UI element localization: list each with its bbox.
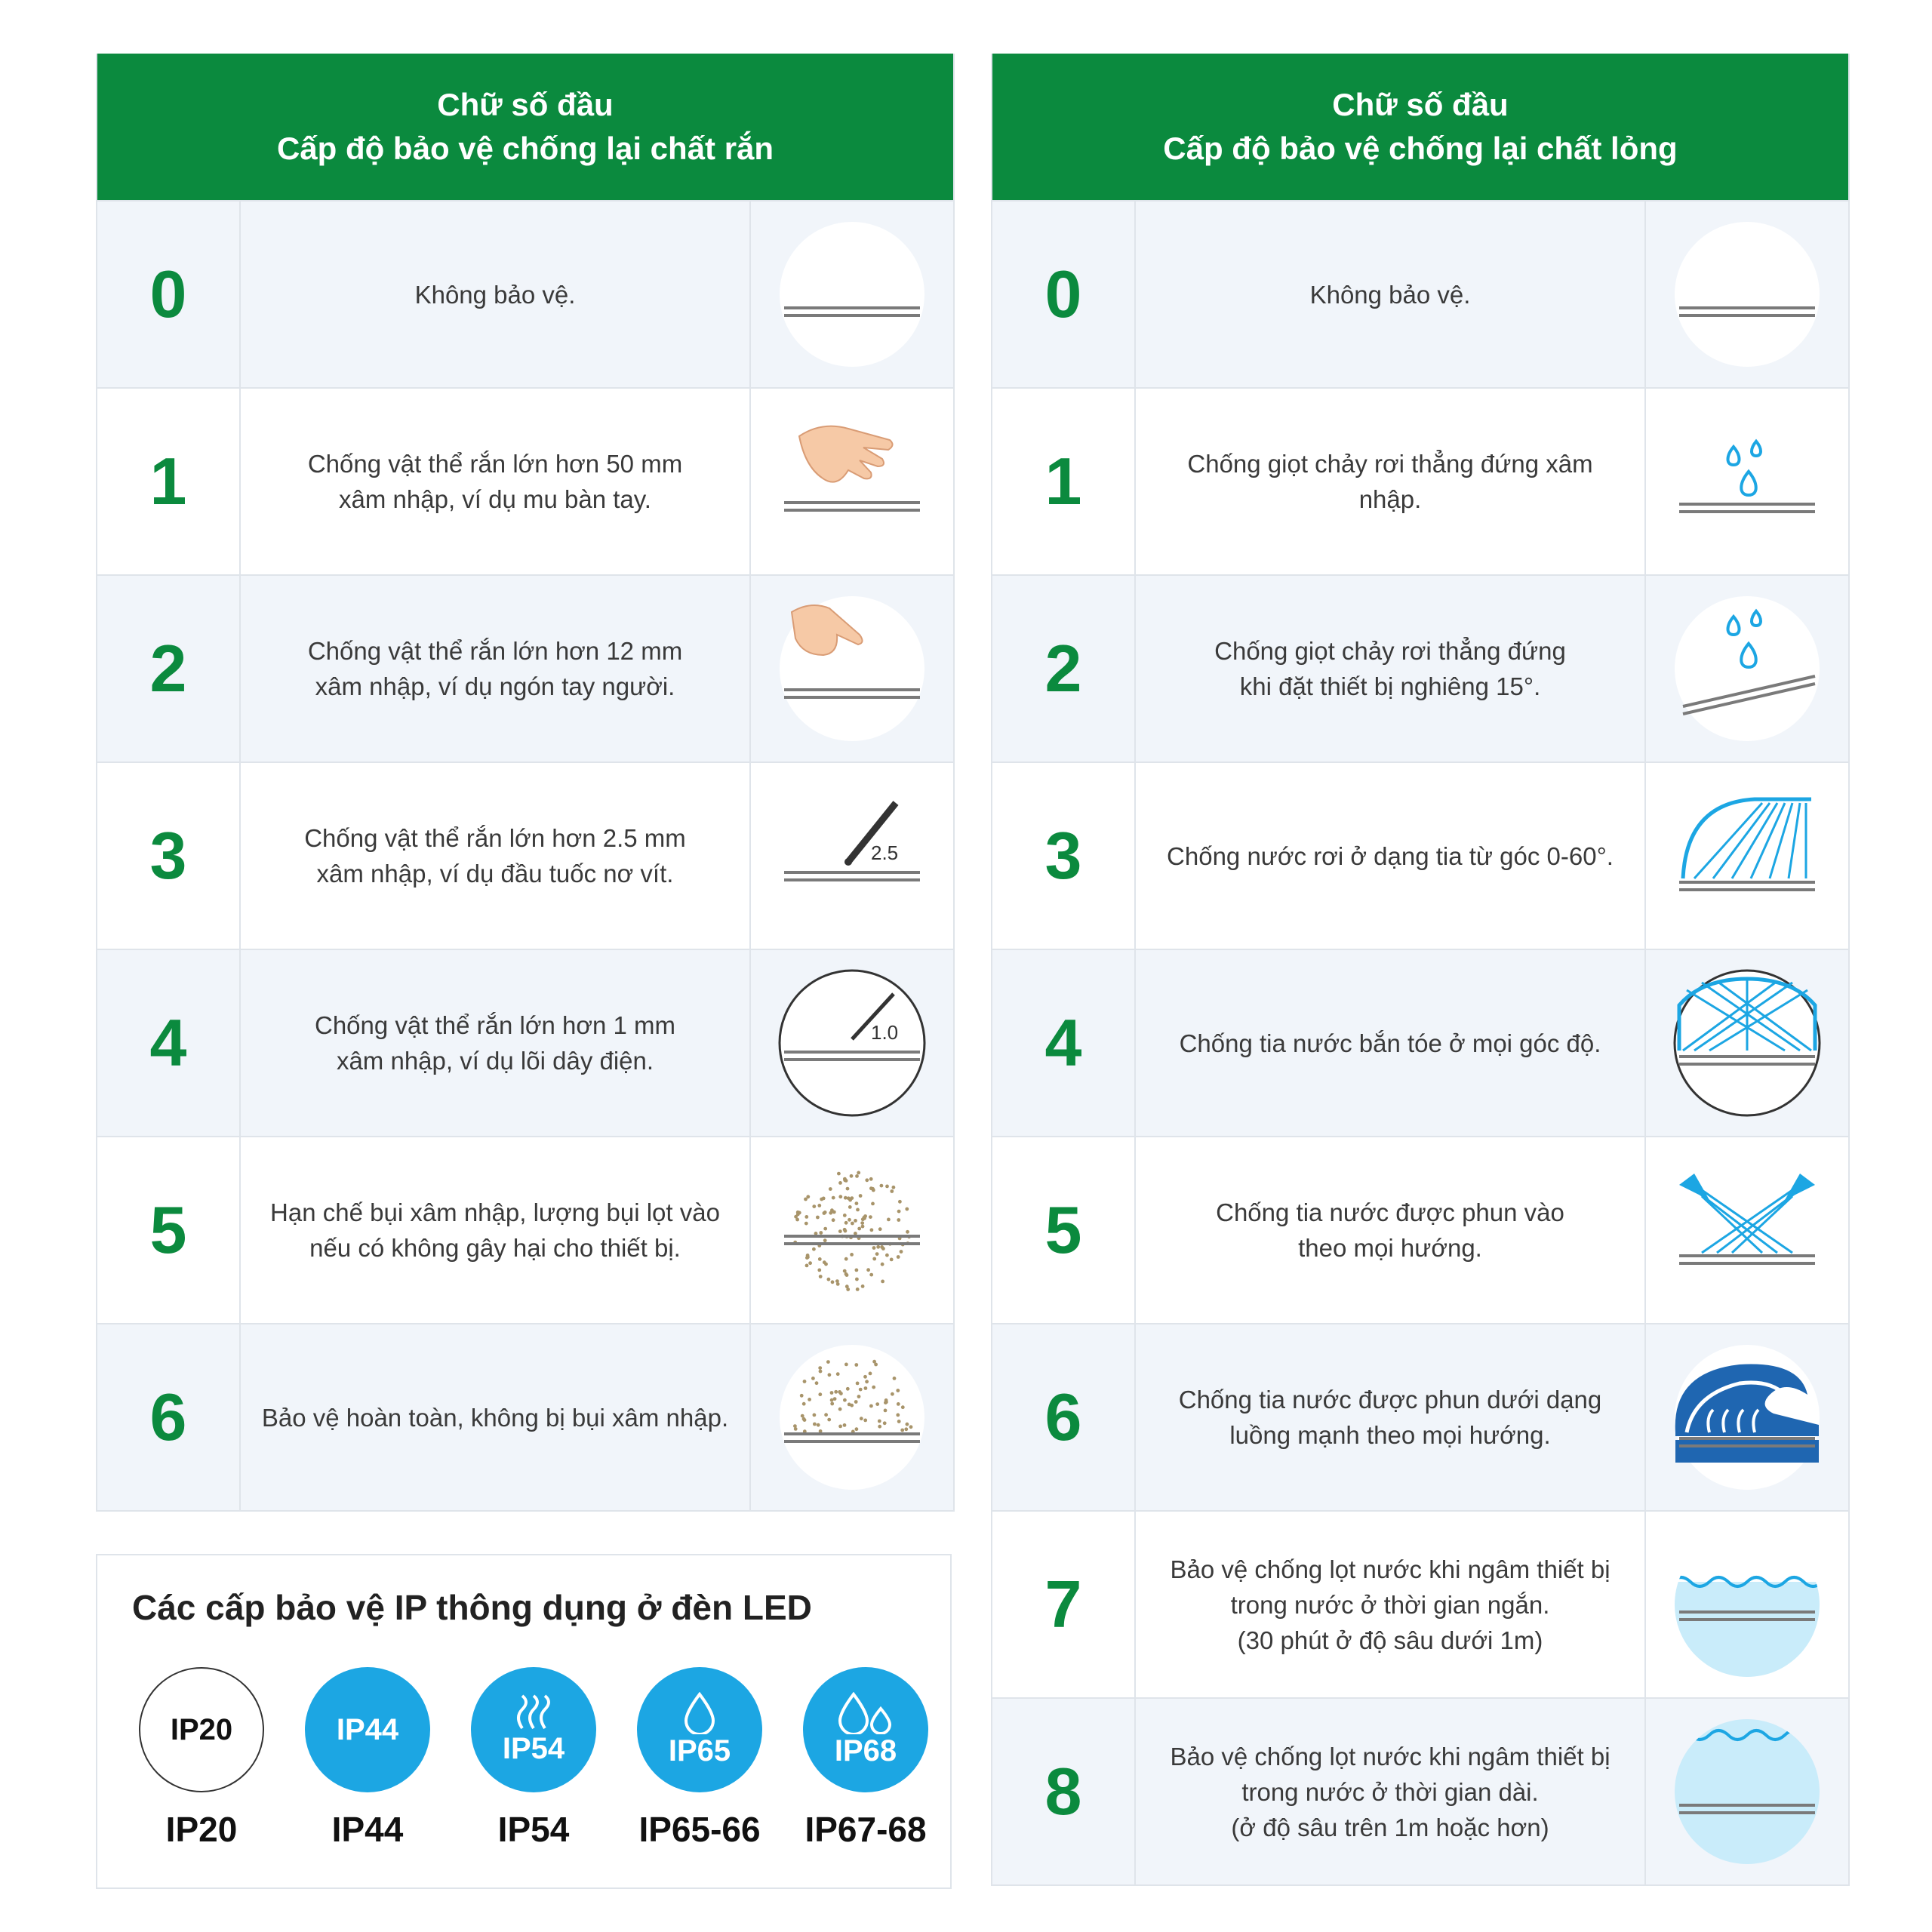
liquid-level-description: Chống giọt chảy rơi thẳng đứng xâm nhập.	[1136, 389, 1646, 574]
double-drop-icon	[837, 1692, 894, 1734]
liquid-level-description: Bảo vệ chống lọt nước khi ngâm thiết bị trong nước ở thời gian dài. (ở độ sâu trên 1m hoặc hơn)	[1136, 1699, 1646, 1884]
liquid-header-line1: Chữ số đầu	[1332, 87, 1509, 122]
liquid-table-header	[992, 54, 1848, 200]
solid-row	[97, 387, 953, 574]
ip-badge-inner-label: IP44	[336, 1712, 399, 1746]
solid-level-description: Chống vật thể rắn lớn hơn 12 mm xâm nhập, ví dụ ngón tay người.	[241, 576, 751, 761]
wave-icon	[1646, 1324, 1848, 1510]
liquid-level-description: Chống nước rơi ở dạng tia từ góc 0-60°.	[1136, 763, 1646, 949]
liquid-level-number: 7	[992, 1512, 1136, 1697]
liquid-level-number: 1	[992, 389, 1136, 574]
liquid-level-description: Chống tia nước được phun dưới dạng luồng mạnh theo mọi hướng.	[1136, 1324, 1646, 1510]
liquid-level-description: Không bảo vệ.	[1136, 202, 1646, 387]
ip-badge	[451, 1667, 617, 1850]
ip-badge-circle	[471, 1667, 596, 1792]
liquid-level-number: 4	[992, 950, 1136, 1136]
liquid-row	[992, 574, 1848, 761]
ip-badge-inner-label: IP54	[502, 1731, 565, 1765]
ip-badge	[783, 1667, 949, 1850]
dust-partial-icon	[751, 1137, 953, 1323]
drops-tilted-icon	[1646, 576, 1848, 761]
liquid-header-line2: Cấp độ bảo vệ chống lại chất lỏng	[1163, 131, 1678, 166]
liquid-level-description: Chống tia nước bắn tóe ở mọi góc độ.	[1136, 950, 1646, 1136]
solid-level-number: 6	[97, 1324, 241, 1510]
solid-level-number: 1	[97, 389, 241, 574]
solid-level-number: 2	[97, 576, 241, 761]
immersion-long-icon	[1646, 1699, 1848, 1884]
solid-level-number: 0	[97, 202, 241, 387]
immersion-short-icon	[1646, 1512, 1848, 1697]
liquid-level-description: Bảo vệ chống lọt nước khi ngâm thiết bị trong nước ở thời gian ngắn. (30 phút ở độ sâu dưới 1m)	[1136, 1512, 1646, 1697]
screwdriver-icon	[751, 763, 953, 949]
liquid-level-number: 2	[992, 576, 1136, 761]
svg-text:1.0: 1.0	[871, 1021, 899, 1044]
liquid-level-number: 8	[992, 1699, 1136, 1884]
liquid-level-number: 3	[992, 763, 1136, 949]
steam-icon	[511, 1694, 556, 1732]
ip-badge-caption: IP44	[331, 1810, 404, 1849]
ip-badge	[285, 1667, 451, 1850]
liquid-row	[992, 761, 1848, 949]
empty-surface-icon	[1646, 202, 1848, 387]
liquid-row	[992, 1323, 1848, 1510]
solid-level-number: 3	[97, 763, 241, 949]
ip-badge-circle	[637, 1667, 762, 1792]
ip-badge-circle	[139, 1667, 264, 1792]
solid-row	[97, 200, 953, 387]
solid-table-header	[97, 54, 953, 200]
empty-surface-icon	[751, 202, 953, 387]
solid-header-line1: Chữ số đầu	[437, 87, 614, 122]
ip-badge-inner-label: IP20	[170, 1712, 233, 1746]
solid-row	[97, 1323, 953, 1510]
jets-icon	[1646, 1137, 1848, 1323]
dust-tight-icon	[751, 1324, 953, 1510]
liquid-row	[992, 1510, 1848, 1697]
ip-badge-inner-label: IP65	[668, 1734, 731, 1767]
spray-60-icon	[1646, 763, 1848, 949]
solid-level-description: Chống vật thể rắn lớn hơn 2.5 mm xâm nhập, ví dụ đầu tuốc nơ vít.	[241, 763, 751, 949]
solid-level-description: Chống vật thể rắn lớn hơn 50 mm xâm nhập, ví dụ mu bàn tay.	[241, 389, 751, 574]
solid-protection-table	[96, 54, 955, 1512]
solid-row	[97, 949, 953, 1136]
liquid-level-number: 5	[992, 1137, 1136, 1323]
solid-header-line2: Cấp độ bảo vệ chống lại chất rắn	[276, 131, 774, 166]
liquid-level-description: Chống tia nước được phun vào theo mọi hướng.	[1136, 1137, 1646, 1323]
solid-level-description: Không bảo vệ.	[241, 202, 751, 387]
drops-icon	[1646, 389, 1848, 574]
solid-level-description: Hạn chế bụi xâm nhập, lượng bụi lọt vào nếu có không gây hại cho thiết bị.	[241, 1137, 751, 1323]
led-ip-legend	[96, 1554, 952, 1889]
liquid-protection-table	[991, 54, 1850, 1886]
ip-badge	[118, 1667, 285, 1850]
ip-badge-caption: IP67-68	[804, 1810, 927, 1849]
ip-badge-caption: IP20	[165, 1810, 238, 1849]
solid-row	[97, 1136, 953, 1323]
liquid-row	[992, 200, 1848, 387]
ip-badge-caption: IP65-66	[638, 1810, 761, 1849]
ip-badge-caption: IP54	[497, 1810, 570, 1849]
wire-icon	[751, 950, 953, 1136]
ip-badge-circle	[305, 1667, 430, 1792]
drop-icon	[683, 1692, 716, 1734]
finger-icon	[751, 576, 953, 761]
liquid-row	[992, 387, 1848, 574]
legend-title: Các cấp bảo vệ IP thông dụng ở đèn LED	[132, 1588, 812, 1627]
svg-text:2.5: 2.5	[871, 841, 899, 864]
hand-icon	[751, 389, 953, 574]
solid-level-number: 5	[97, 1137, 241, 1323]
ip-badge	[617, 1667, 783, 1850]
liquid-level-number: 6	[992, 1324, 1136, 1510]
solid-level-number: 4	[97, 950, 241, 1136]
liquid-level-number: 0	[992, 202, 1136, 387]
liquid-row	[992, 1697, 1848, 1884]
splash-icon	[1646, 950, 1848, 1136]
liquid-level-description: Chống giọt chảy rơi thẳng đứng khi đặt thiết bị nghiêng 15°.	[1136, 576, 1646, 761]
ip-badge-circle	[803, 1667, 928, 1792]
ip-badge-inner-label: IP68	[834, 1734, 897, 1767]
liquid-row	[992, 1136, 1848, 1323]
solid-row	[97, 761, 953, 949]
solid-row	[97, 574, 953, 761]
solid-level-description: Bảo vệ hoàn toàn, không bị bụi xâm nhập.	[241, 1324, 751, 1510]
liquid-row	[992, 949, 1848, 1136]
solid-level-description: Chống vật thể rắn lớn hơn 1 mm xâm nhập, ví dụ lõi dây điện.	[241, 950, 751, 1136]
